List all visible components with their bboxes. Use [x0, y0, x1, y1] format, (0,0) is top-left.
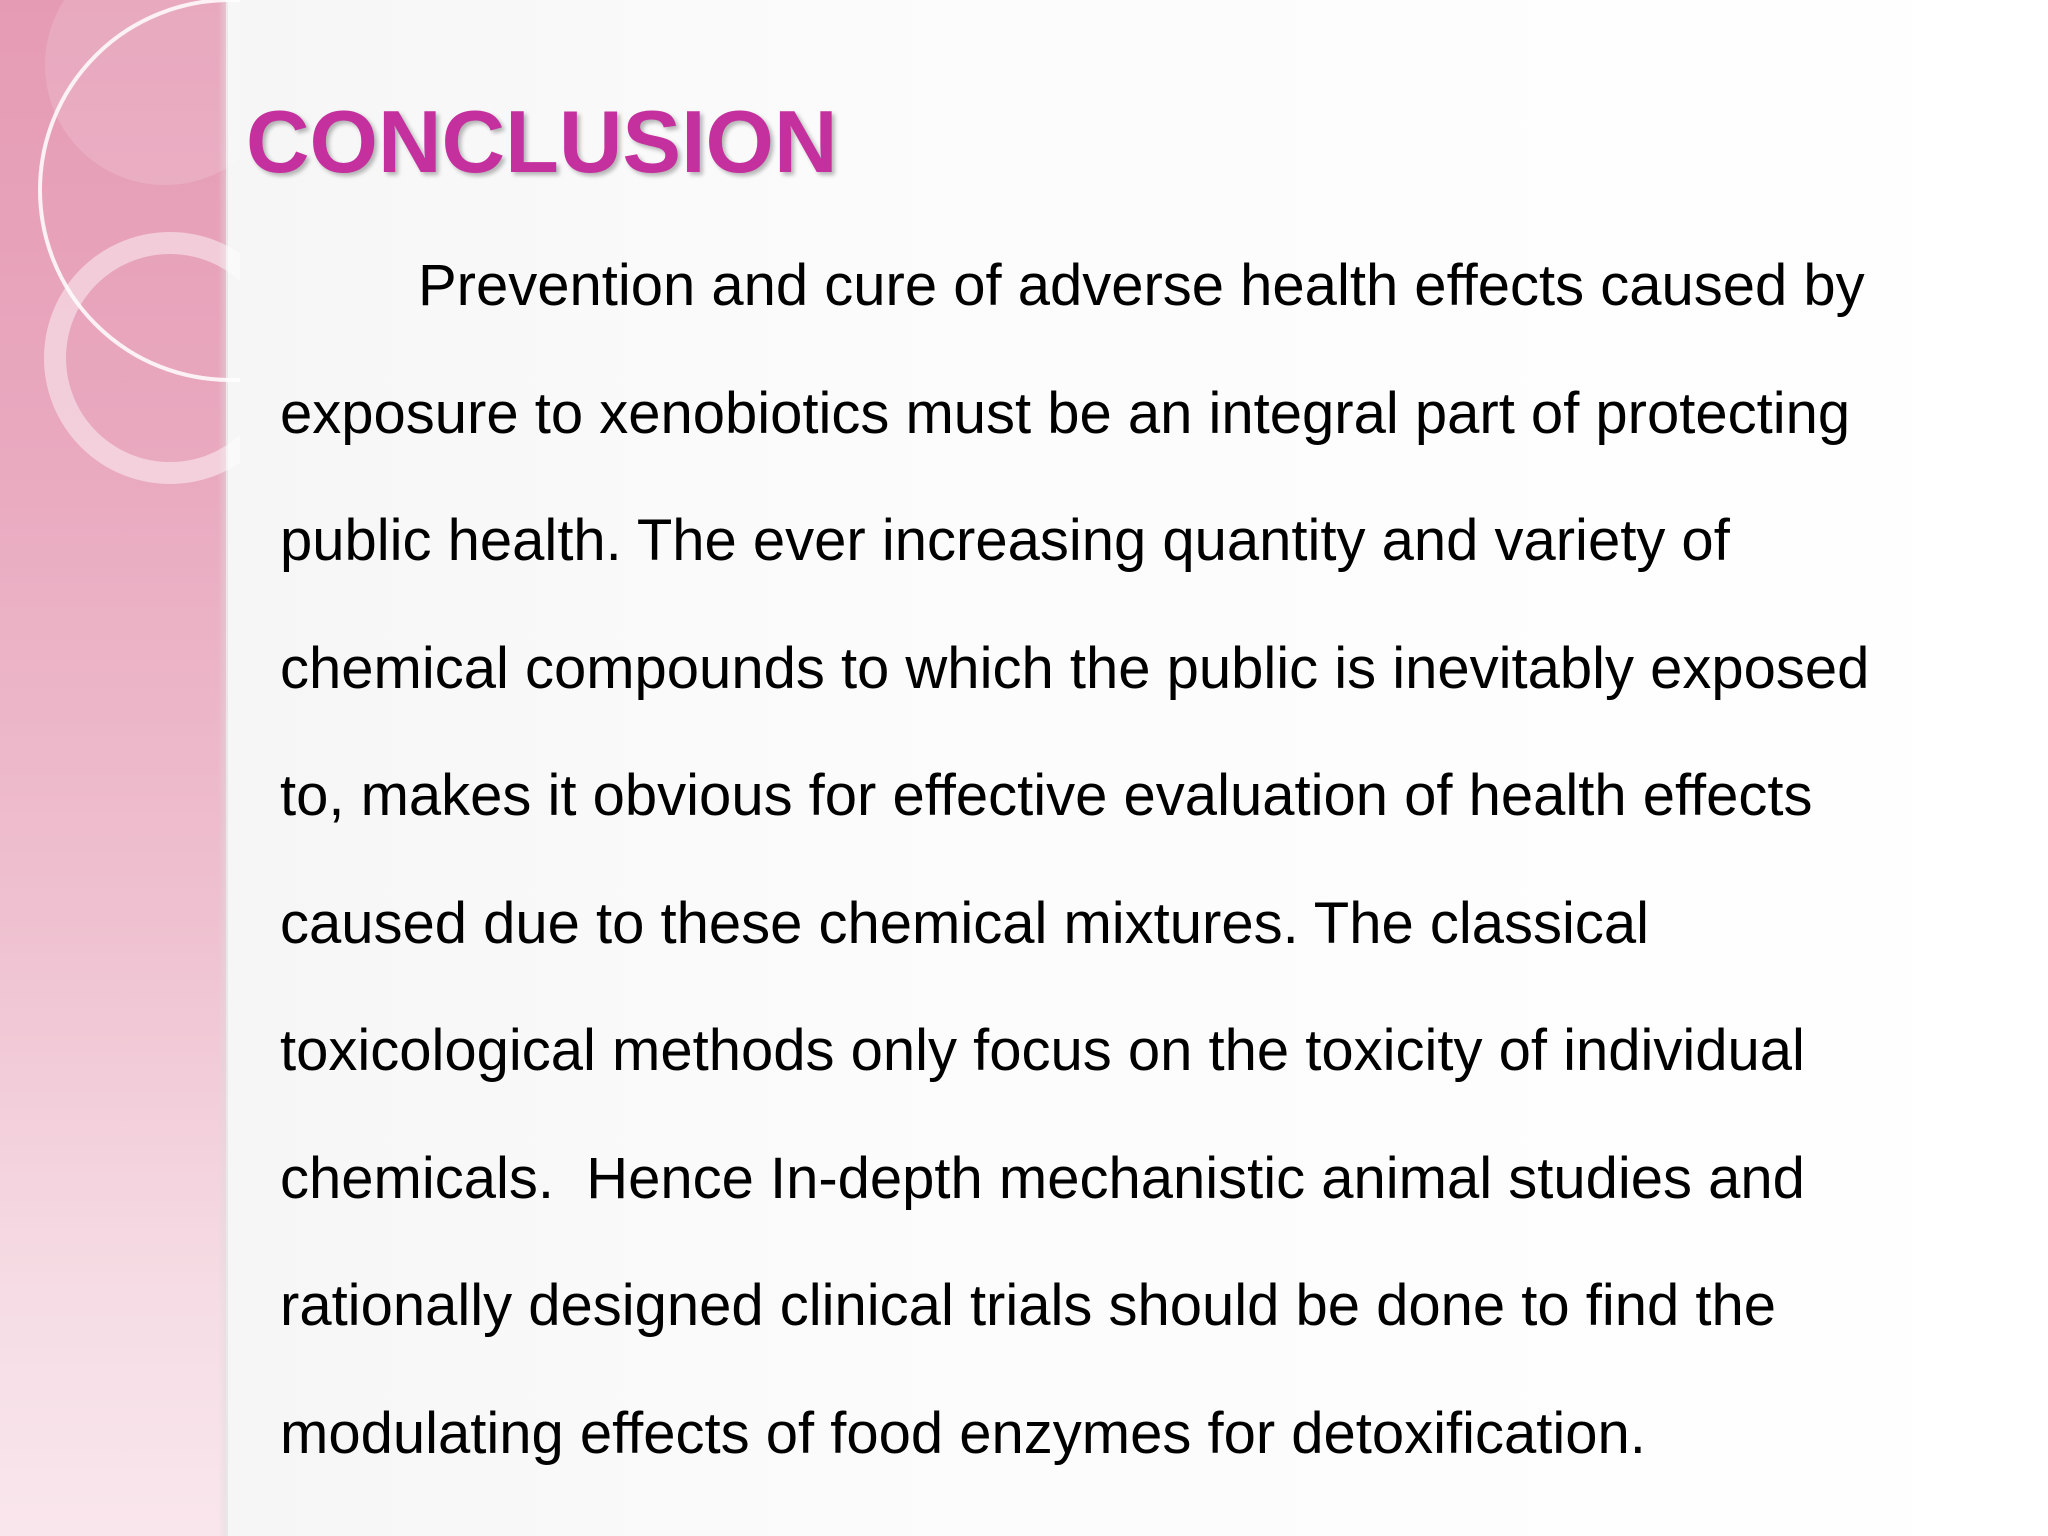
- decorative-ring-small: [55, 243, 240, 473]
- paragraph-line: exposure to xenobiotics must be an integral part of protecting: [280, 380, 1851, 446]
- paragraph-line: rationally designed clinical trials should be done to find the: [280, 1273, 1777, 1338]
- paragraph-line: to, makes it obvious for effective evaluation of health effects: [280, 763, 1813, 828]
- paragraph-line: public health. The ever increasing quantity and variety of: [280, 508, 1730, 573]
- paragraph-line: modulating effects of food enzymes for detoxification.: [280, 1400, 1646, 1466]
- conclusion-paragraph: [280, 222, 2000, 1497]
- decorative-circle-fill: [45, 0, 240, 185]
- paragraph-line: chemical compounds to which the public is inevitably exposed: [280, 635, 1870, 701]
- slide-title: CONCLUSION: [246, 92, 838, 191]
- paragraph-line: toxicological methods only focus on the toxicity of individual: [280, 1018, 1805, 1083]
- paragraph-line: Prevention and cure of adverse health effects caused by: [418, 253, 1865, 318]
- paragraph-line: caused due to these chemical mixtures. The classical: [280, 890, 1650, 956]
- paragraph-line: chemicals. Hence In-depth mechanistic animal studies and: [280, 1145, 1805, 1211]
- decorative-circles: [0, 0, 240, 520]
